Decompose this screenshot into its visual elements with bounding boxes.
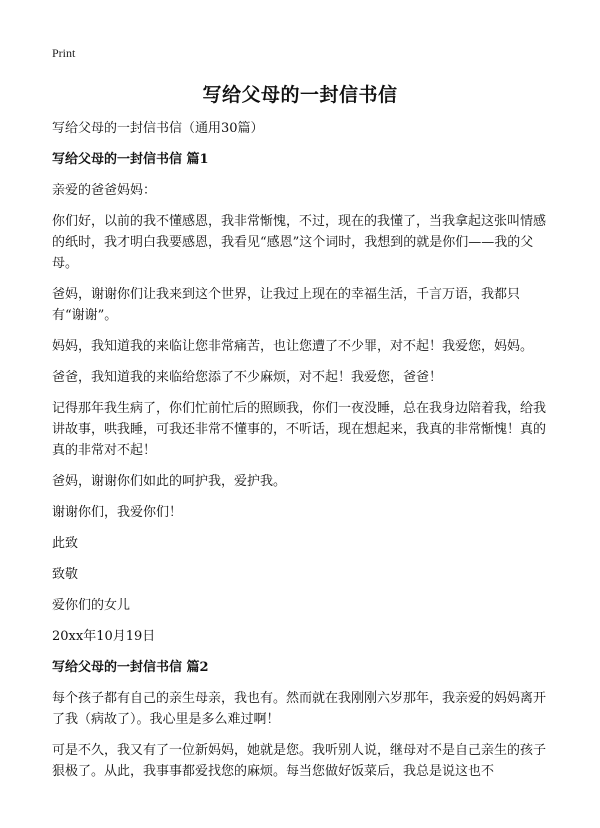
paragraph: 记得那年我生病了，你们忙前忙后的照顾我，你们一夜没睡，总在我身边陪着我，给我讲故事，哄我睡，可我还非常不懂事的，不听话，现在想起来，我真的非常惭愧！真的真的非常对不起！ [52,401,547,458]
paragraph: 爱你们的女儿 [52,598,131,613]
paragraph: 致敬 [52,567,79,582]
paragraph: 亲爱的爸爸妈妈： [52,183,157,198]
paragraph: 爸爸，我知道我的来临给您添了不少麻烦，对不起！我爱您，爸爸！ [52,370,443,385]
document-subtitle: 写给父母的一封信书信（通用30篇） [52,121,264,136]
letter-date: 20xx年10月19日 [52,629,156,644]
print-label[interactable]: Print [52,46,76,60]
paragraph: 可是不久，我又有了一位新妈妈，她就是您。我听别人说，继母对不是自己亲生的孩子狠极了。从此，我事事都爱找您的麻烦。每当您做好饭菜后，我总是说这也不 [52,743,547,779]
paragraph: 你们好，以前的我不懂感恩，我非常惭愧，不过，现在的我懂了，当我拿起这张叫情感的纸时，我才明白我要感恩，我看见“感恩”这个词时，我想到的就是你们——我的父母。 [52,214,547,271]
paragraph: 妈妈，我知道我的来临让您非常痛苦，也让您遭了不少罪，对不起！我爱您，妈妈。 [52,339,534,354]
paragraph: 爸妈，谢谢你们让我来到这个世界，让我过上现在的幸福生活，千言万语，我都只有“谢谢”。 [52,287,521,323]
section-heading-2: 写给父母的一封信书信 篇2 [52,660,209,675]
paragraph: 爸妈，谢谢你们如此的呵护我，爱护我。 [52,474,287,489]
document-body [52,118,548,792]
page-title: 写给父母的一封信书信 [202,84,398,106]
paragraph: 每个孩子都有自己的亲生母亲，我也有。然而就在我刚刚六岁那年，我亲爱的妈妈离开了我（病故了）。我心里是多么难过啊！ [52,691,547,727]
paragraph: 此致 [52,536,79,551]
section-heading-1: 写给父母的一封信书信 篇1 [52,152,209,167]
paragraph: 谢谢你们，我爱你们！ [52,505,183,520]
